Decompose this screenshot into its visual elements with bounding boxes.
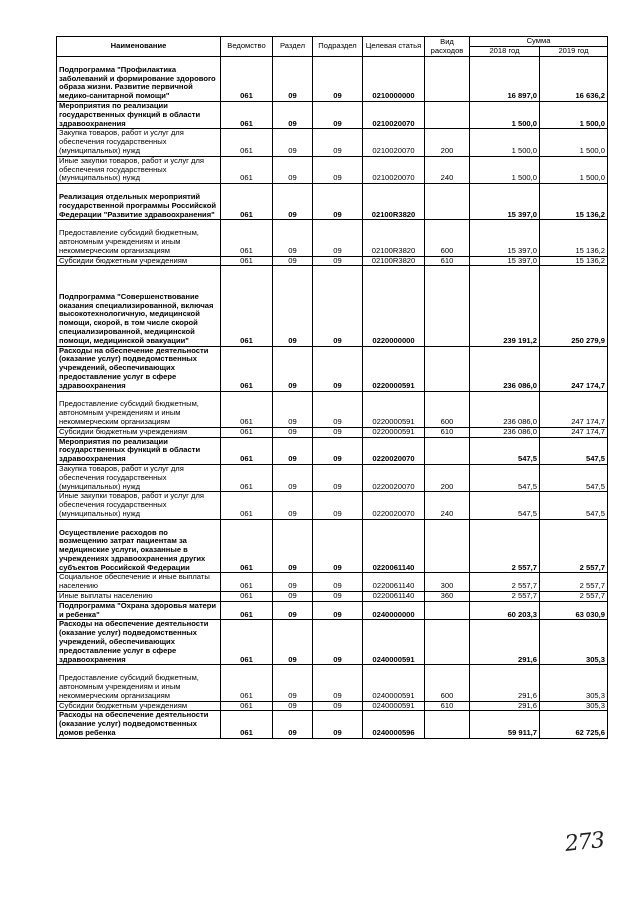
row-sum-2019: 2 557,7 — [540, 592, 608, 602]
row-celevaya-statya: 0220000591 — [363, 391, 425, 427]
row-razdel: 09 — [273, 220, 313, 256]
row-vid-raskhodov — [425, 102, 470, 129]
row-celevaya-statya: 0220000000 — [363, 266, 425, 346]
header-summa: Сумма — [470, 37, 608, 47]
row-vedomstvo: 061 — [221, 256, 273, 266]
row-podrazdel: 09 — [313, 266, 363, 346]
table-row — [57, 156, 608, 183]
table-row — [57, 184, 608, 220]
row-celevaya-statya: 0220000591 — [363, 346, 425, 391]
row-vid-raskhodov: 200 — [425, 129, 470, 156]
row-sum-2019: 250 279,9 — [540, 266, 608, 346]
row-sum-2019: 2 557,7 — [540, 573, 608, 592]
row-name: Расходы на обеспечение деятельности (оказание услуг) подведомственных учреждений, обеспечивающих предоставление услуг в сфере здравоохранения — [57, 346, 221, 391]
row-podrazdel: 09 — [313, 156, 363, 183]
row-vid-raskhodov — [425, 437, 470, 464]
row-name: Расходы на обеспечение деятельности (оказание услуг) подведомственных учреждений, обеспечивающих предоставление услуг в сфере здравоохранения — [57, 620, 221, 665]
row-sum-2018: 60 203,3 — [470, 601, 540, 620]
budget-table — [56, 36, 608, 739]
row-celevaya-statya: 0220061140 — [363, 519, 425, 573]
row-sum-2018: 15 397,0 — [470, 220, 540, 256]
row-vedomstvo: 061 — [221, 129, 273, 156]
row-vedomstvo: 061 — [221, 711, 273, 738]
row-vid-raskhodov — [425, 346, 470, 391]
row-vedomstvo: 061 — [221, 102, 273, 129]
table-row — [57, 102, 608, 129]
row-celevaya-statya: 0210020070 — [363, 129, 425, 156]
row-razdel: 09 — [273, 156, 313, 183]
row-sum-2018: 236 086,0 — [470, 346, 540, 391]
row-vid-raskhodov — [425, 184, 470, 220]
row-podrazdel: 09 — [313, 492, 363, 519]
row-sum-2019: 547,5 — [540, 437, 608, 464]
row-sum-2018: 2 557,7 — [470, 592, 540, 602]
row-sum-2018: 1 500,0 — [470, 129, 540, 156]
row-sum-2019: 15 136,2 — [540, 256, 608, 266]
row-name: Субсидии бюджетным учреждениям — [57, 701, 221, 711]
row-vedomstvo: 061 — [221, 601, 273, 620]
row-vedomstvo: 061 — [221, 220, 273, 256]
row-vedomstvo: 061 — [221, 701, 273, 711]
row-vid-raskhodov — [425, 711, 470, 738]
row-vid-raskhodov: 610 — [425, 701, 470, 711]
row-sum-2018: 547,5 — [470, 492, 540, 519]
row-vedomstvo: 061 — [221, 57, 273, 102]
row-vid-raskhodov: 600 — [425, 665, 470, 701]
row-vedomstvo: 061 — [221, 665, 273, 701]
row-name: Иные закупки товаров, работ и услуг для обеспечения государственных (муниципальных) нужд — [57, 492, 221, 519]
header-2019: 2019 год — [540, 47, 608, 57]
row-sum-2018: 291,6 — [470, 620, 540, 665]
row-razdel: 09 — [273, 592, 313, 602]
row-sum-2019: 1 500,0 — [540, 102, 608, 129]
row-podrazdel: 09 — [313, 711, 363, 738]
row-sum-2019: 1 500,0 — [540, 156, 608, 183]
row-razdel: 09 — [273, 57, 313, 102]
row-razdel: 09 — [273, 601, 313, 620]
row-sum-2018: 291,6 — [470, 701, 540, 711]
row-vedomstvo: 061 — [221, 156, 273, 183]
page-number-handwritten: 273 — [563, 828, 606, 857]
row-sum-2018: 1 500,0 — [470, 156, 540, 183]
row-vedomstvo: 061 — [221, 519, 273, 573]
row-razdel: 09 — [273, 492, 313, 519]
table-row — [57, 592, 608, 602]
row-razdel: 09 — [273, 711, 313, 738]
row-sum-2018: 239 191,2 — [470, 266, 540, 346]
row-sum-2019: 247 174,7 — [540, 427, 608, 437]
row-name: Мероприятия по реализации государственных функций в области здравоохранения — [57, 102, 221, 129]
row-vedomstvo: 061 — [221, 464, 273, 491]
table-body — [57, 57, 608, 739]
row-celevaya-statya: 02100R3820 — [363, 184, 425, 220]
table-row — [57, 601, 608, 620]
row-vid-raskhodov: 600 — [425, 391, 470, 427]
row-sum-2018: 291,6 — [470, 665, 540, 701]
row-vid-raskhodov: 600 — [425, 220, 470, 256]
row-sum-2018: 236 086,0 — [470, 391, 540, 427]
row-celevaya-statya: 0220061140 — [363, 573, 425, 592]
row-celevaya-statya: 0240000591 — [363, 665, 425, 701]
row-celevaya-statya: 0220000591 — [363, 427, 425, 437]
row-razdel: 09 — [273, 184, 313, 220]
row-sum-2018: 547,5 — [470, 464, 540, 491]
row-sum-2018: 15 397,0 — [470, 184, 540, 220]
row-name: Закупка товаров, работ и услуг для обеспечения государственных (муниципальных) нужд — [57, 129, 221, 156]
row-vid-raskhodov: 200 — [425, 464, 470, 491]
row-name: Осуществление расходов по возмещению затрат пациентам за медицинские услуги, оказанные в учреждениях здравоохранения других субъектов Российской Федерации — [57, 519, 221, 573]
row-sum-2018: 2 557,7 — [470, 573, 540, 592]
row-celevaya-statya: 0220020070 — [363, 464, 425, 491]
row-vid-raskhodov — [425, 266, 470, 346]
row-sum-2019: 305,3 — [540, 620, 608, 665]
row-vid-raskhodov: 300 — [425, 573, 470, 592]
row-podrazdel: 09 — [313, 592, 363, 602]
row-razdel: 09 — [273, 519, 313, 573]
row-podrazdel: 09 — [313, 701, 363, 711]
row-sum-2019: 15 136,2 — [540, 220, 608, 256]
row-sum-2019: 62 725,6 — [540, 711, 608, 738]
row-razdel: 09 — [273, 437, 313, 464]
row-vid-raskhodov: 360 — [425, 592, 470, 602]
table-row — [57, 620, 608, 665]
row-sum-2018: 1 500,0 — [470, 102, 540, 129]
row-vid-raskhodov: 610 — [425, 256, 470, 266]
table-row — [57, 665, 608, 701]
row-name: Мероприятия по реализации государственных функций в области здравоохранения — [57, 437, 221, 464]
row-sum-2019: 1 500,0 — [540, 129, 608, 156]
row-name: Иные закупки товаров, работ и услуг для обеспечения государственных (муниципальных) нужд — [57, 156, 221, 183]
row-celevaya-statya: 0240000000 — [363, 601, 425, 620]
row-vedomstvo: 061 — [221, 437, 273, 464]
row-sum-2018: 2 557,7 — [470, 519, 540, 573]
table-row — [57, 492, 608, 519]
row-sum-2019: 247 174,7 — [540, 346, 608, 391]
row-sum-2019: 547,5 — [540, 464, 608, 491]
row-razdel: 09 — [273, 391, 313, 427]
table-row — [57, 437, 608, 464]
row-podrazdel: 09 — [313, 346, 363, 391]
row-razdel: 09 — [273, 427, 313, 437]
header-vedomstvo: Ведомство — [221, 37, 273, 57]
row-sum-2018: 236 086,0 — [470, 427, 540, 437]
row-podrazdel: 09 — [313, 519, 363, 573]
row-celevaya-statya: 0220020070 — [363, 492, 425, 519]
row-vedomstvo: 061 — [221, 427, 273, 437]
row-vedomstvo: 061 — [221, 492, 273, 519]
row-name: Подпрограмма "Охрана здоровья матери и ребенка" — [57, 601, 221, 620]
row-podrazdel: 09 — [313, 57, 363, 102]
table-row — [57, 427, 608, 437]
row-sum-2019: 547,5 — [540, 492, 608, 519]
row-celevaya-statya: 02100R3820 — [363, 220, 425, 256]
row-podrazdel: 09 — [313, 102, 363, 129]
row-vedomstvo: 061 — [221, 184, 273, 220]
header-name: Наименование — [57, 37, 221, 57]
row-vedomstvo: 061 — [221, 266, 273, 346]
row-sum-2018: 15 397,0 — [470, 256, 540, 266]
row-celevaya-statya: 0240000591 — [363, 701, 425, 711]
row-podrazdel: 09 — [313, 601, 363, 620]
row-razdel: 09 — [273, 102, 313, 129]
row-vid-raskhodov — [425, 57, 470, 102]
row-name: Подпрограмма "Совершенствование оказания специализированной, включая высокотехнологичную, медицинской помощи, скорой, в том числе скорой специализированной, медицинской помощи, медицинской эвакуации" — [57, 266, 221, 346]
row-podrazdel: 09 — [313, 464, 363, 491]
row-sum-2019: 15 136,2 — [540, 184, 608, 220]
header-razdel: Раздел — [273, 37, 313, 57]
row-sum-2018: 547,5 — [470, 437, 540, 464]
row-razdel: 09 — [273, 573, 313, 592]
row-name: Предоставление субсидий бюджетным, автономным учреждениям и иным некоммерческим организациям — [57, 391, 221, 427]
row-celevaya-statya: 0210020070 — [363, 102, 425, 129]
row-name: Субсидии бюджетным учреждениям — [57, 256, 221, 266]
header-podrazdel: Подраздел — [313, 37, 363, 57]
row-name: Закупка товаров, работ и услуг для обеспечения государственных (муниципальных) нужд — [57, 464, 221, 491]
row-vid-raskhodov — [425, 601, 470, 620]
row-razdel: 09 — [273, 346, 313, 391]
row-vid-raskhodov: 240 — [425, 492, 470, 519]
header-celevaya-statya: Целевая статья — [363, 37, 425, 57]
table-row — [57, 220, 608, 256]
header-2018: 2018 год — [470, 47, 540, 57]
row-sum-2019: 63 030,9 — [540, 601, 608, 620]
row-sum-2019: 305,3 — [540, 665, 608, 701]
row-razdel: 09 — [273, 464, 313, 491]
row-celevaya-statya: 0220061140 — [363, 592, 425, 602]
row-vid-raskhodov: 240 — [425, 156, 470, 183]
row-podrazdel: 09 — [313, 184, 363, 220]
table-row — [57, 391, 608, 427]
row-sum-2018: 59 911,7 — [470, 711, 540, 738]
row-razdel: 09 — [273, 701, 313, 711]
row-vid-raskhodov — [425, 519, 470, 573]
row-podrazdel: 09 — [313, 256, 363, 266]
table-row — [57, 256, 608, 266]
row-sum-2018: 16 897,0 — [470, 57, 540, 102]
row-razdel: 09 — [273, 665, 313, 701]
row-celevaya-statya: 02100R3820 — [363, 256, 425, 266]
row-podrazdel: 09 — [313, 665, 363, 701]
row-vedomstvo: 061 — [221, 573, 273, 592]
row-podrazdel: 09 — [313, 391, 363, 427]
row-celevaya-statya: 0210020070 — [363, 156, 425, 183]
header-vid-raskhodov: Вид расходов — [425, 37, 470, 57]
row-sum-2019: 16 636,2 — [540, 57, 608, 102]
row-name: Расходы на обеспечение деятельности (оказание услуг) подведомственных домов ребенка — [57, 711, 221, 738]
row-razdel: 09 — [273, 266, 313, 346]
table-row — [57, 573, 608, 592]
table-row — [57, 711, 608, 738]
row-razdel: 09 — [273, 620, 313, 665]
row-podrazdel: 09 — [313, 620, 363, 665]
table-row — [57, 266, 608, 346]
row-celevaya-statya: 0220020070 — [363, 437, 425, 464]
row-name: Иные выплаты населению — [57, 592, 221, 602]
row-sum-2019: 305,3 — [540, 701, 608, 711]
row-podrazdel: 09 — [313, 427, 363, 437]
row-vedomstvo: 061 — [221, 391, 273, 427]
row-vedomstvo: 061 — [221, 592, 273, 602]
row-celevaya-statya: 0240000596 — [363, 711, 425, 738]
table-row — [57, 129, 608, 156]
row-podrazdel: 09 — [313, 573, 363, 592]
row-name: Субсидии бюджетным учреждениям — [57, 427, 221, 437]
row-name: Подпрограмма "Профилактика заболеваний и формирование здорового образа жизни. Развитие первичной медико-санитарной помощи" — [57, 57, 221, 102]
row-vid-raskhodov: 610 — [425, 427, 470, 437]
table-row — [57, 57, 608, 102]
row-vedomstvo: 061 — [221, 346, 273, 391]
row-celevaya-statya: 0210000000 — [363, 57, 425, 102]
row-name: Социальное обеспечение и иные выплаты населению — [57, 573, 221, 592]
row-razdel: 09 — [273, 129, 313, 156]
row-name: Предоставление субсидий бюджетным, автономным учреждениям и иным некоммерческим организациям — [57, 665, 221, 701]
row-vedomstvo: 061 — [221, 620, 273, 665]
row-podrazdel: 09 — [313, 129, 363, 156]
row-podrazdel: 09 — [313, 437, 363, 464]
row-name: Предоставление субсидий бюджетным, автономным учреждениям и иным некоммерческим организациям — [57, 220, 221, 256]
row-podrazdel: 09 — [313, 220, 363, 256]
table-row — [57, 346, 608, 391]
row-razdel: 09 — [273, 256, 313, 266]
table-row — [57, 519, 608, 573]
row-sum-2019: 247 174,7 — [540, 391, 608, 427]
row-name: Реализация отдельных мероприятий государственной программы Российской Федерации "Развитие здравоохранения" — [57, 184, 221, 220]
row-vid-raskhodov — [425, 620, 470, 665]
row-sum-2019: 2 557,7 — [540, 519, 608, 573]
row-celevaya-statya: 0240000591 — [363, 620, 425, 665]
table-row — [57, 464, 608, 491]
table-row — [57, 701, 608, 711]
